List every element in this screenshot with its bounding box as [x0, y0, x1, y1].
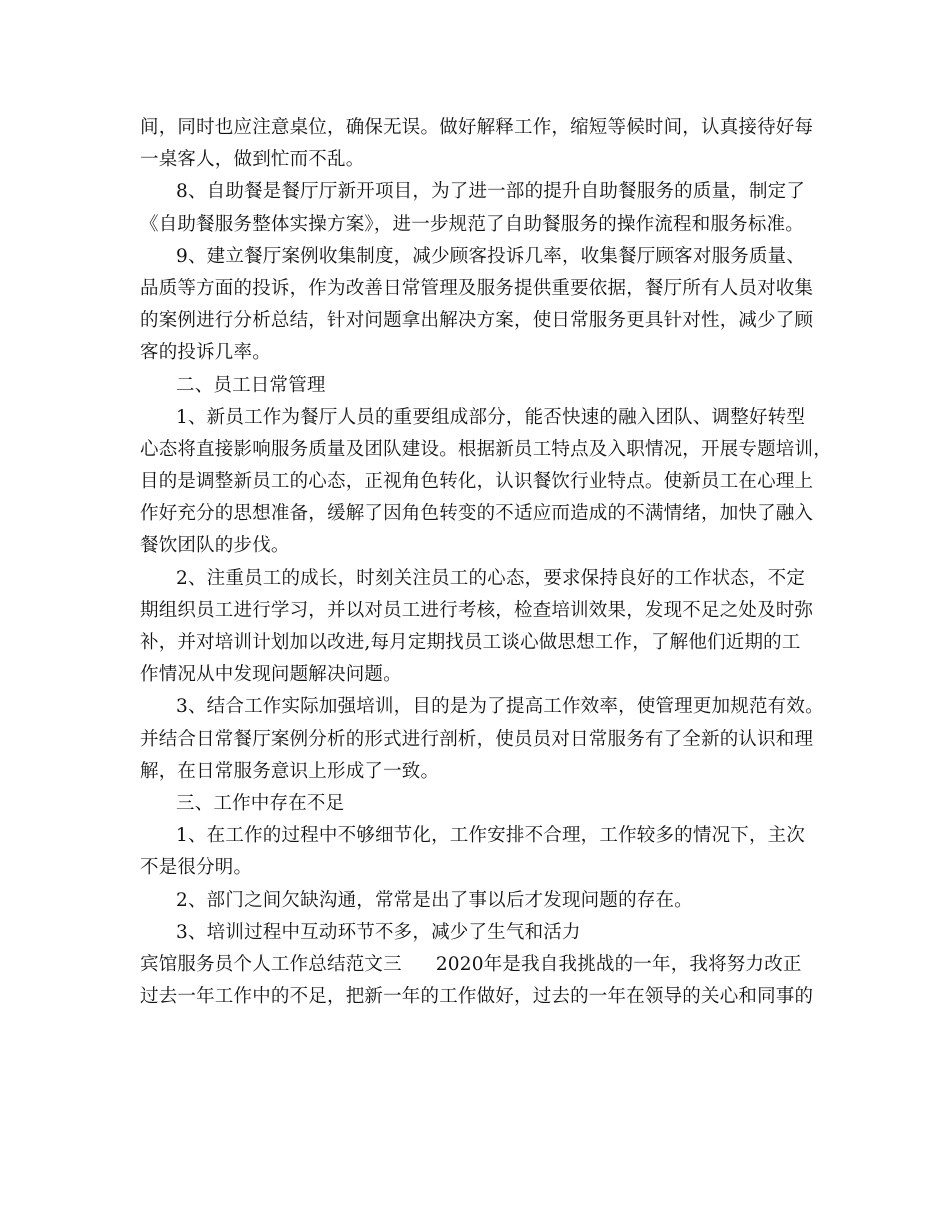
paragraph-line: 补，并对培训计划加以改进,每月定期找员工谈心做思想工作，了解他们近期的工 [140, 632, 801, 653]
paragraph-line: 期组织员工进行学习，并以对员工进行考核，检查培训效果，发现不足之处及时弥 [140, 599, 814, 621]
paragraph-line: 1、新员工作为餐厅人员的重要组成部分，能否快速的融入团队、调整好转型 [176, 406, 806, 428]
paragraph-line: 过去一年工作中的不足，把新一年的工作做好，过去的一年在领导的关心和同事的 [140, 986, 814, 1008]
document-body [140, 112, 832, 1013]
paragraph-line: 品质等方面的投诉，作为改善日常管理及服务提供重要依据，餐厅所有人员对收集 [140, 277, 814, 299]
paragraph-line: 9、建立餐厅案例收集制度，减少顾客投诉几率，收集餐厅顾客对服务质量、 [176, 245, 806, 267]
paragraph-line: 解，在日常服务意识上形成了一致。 [140, 760, 440, 782]
paragraph-line: 2、部门之间欠缺沟通，常常是出了事以后才发现问题的存在。 [176, 889, 693, 911]
paragraph-line: 餐饮团队的步伐。 [140, 535, 290, 557]
paragraph-line: 目的是调整新员工的心态，正视角色转化，认识餐饮行业特点。使新员工在心理上 [140, 471, 814, 493]
paragraph-line: 作好充分的思想准备，缓解了因角色转变的不适应而造成的不满情绪，加快了融入 [140, 503, 814, 525]
paragraph-line: 客的投诉几率。 [140, 342, 271, 364]
essay-title: 宾馆服务员个人工作总结范文三 [140, 953, 402, 975]
paragraph-line: 3、培训过程中互动环节不多，减少了生气和活力 [176, 921, 581, 943]
paragraph-line: 间，同时也应注意桌位，确保无误。做好解释工作，缩短等候时间，认真接待好每 [140, 117, 814, 138]
paragraph-line: 《自助餐服务整体实操方案》，进一步规范了自助餐服务的操作流程和服务标准。 [140, 213, 804, 235]
paragraph-line: 3、结合工作实际加强培训，目的是为了提高工作效率，使管理更加规范有效。 [176, 696, 824, 718]
essay-opening: 2020年是我自我挑战的一年，我将努力改正 [435, 953, 802, 975]
paragraph-line: 1、在工作的过程中不够细节化，工作安排不合理，工作较多的情况下，主次 [176, 825, 806, 847]
essay-title-line [140, 949, 826, 981]
paragraph-line: 并结合日常餐厅案例分析的形式进行剖析，使员员对日常服务有了全新的认识和理 [140, 728, 814, 750]
paragraph-line: 8、自助餐是餐厅厅新开项目，为了进一部的提升自助餐服务的质量，制定了 [176, 181, 806, 203]
paragraph-line: 心态将直接影响服务质量及团队建设。根据新员工特点及入职情况，开展专题培训， [140, 438, 832, 460]
paragraph-line: 不是很分明。 [140, 857, 253, 879]
paragraph-line: 2、注重员工的成长，时刻关注员工的心态，要求保持良好的工作状态，不定 [176, 567, 806, 589]
paragraph-line: 作情况从中发现问题解决问题。 [140, 664, 402, 686]
section-heading: 二、员工日常管理 [176, 374, 326, 396]
paragraph-line: 一桌客人，做到忙而不乱。 [140, 149, 365, 171]
paragraph-line: 的案例进行分析总结，针对问题拿出解决方案，使日常服务更具针对性，减少了顾 [140, 310, 814, 332]
section-heading: 三、工作中存在不足 [176, 792, 345, 814]
